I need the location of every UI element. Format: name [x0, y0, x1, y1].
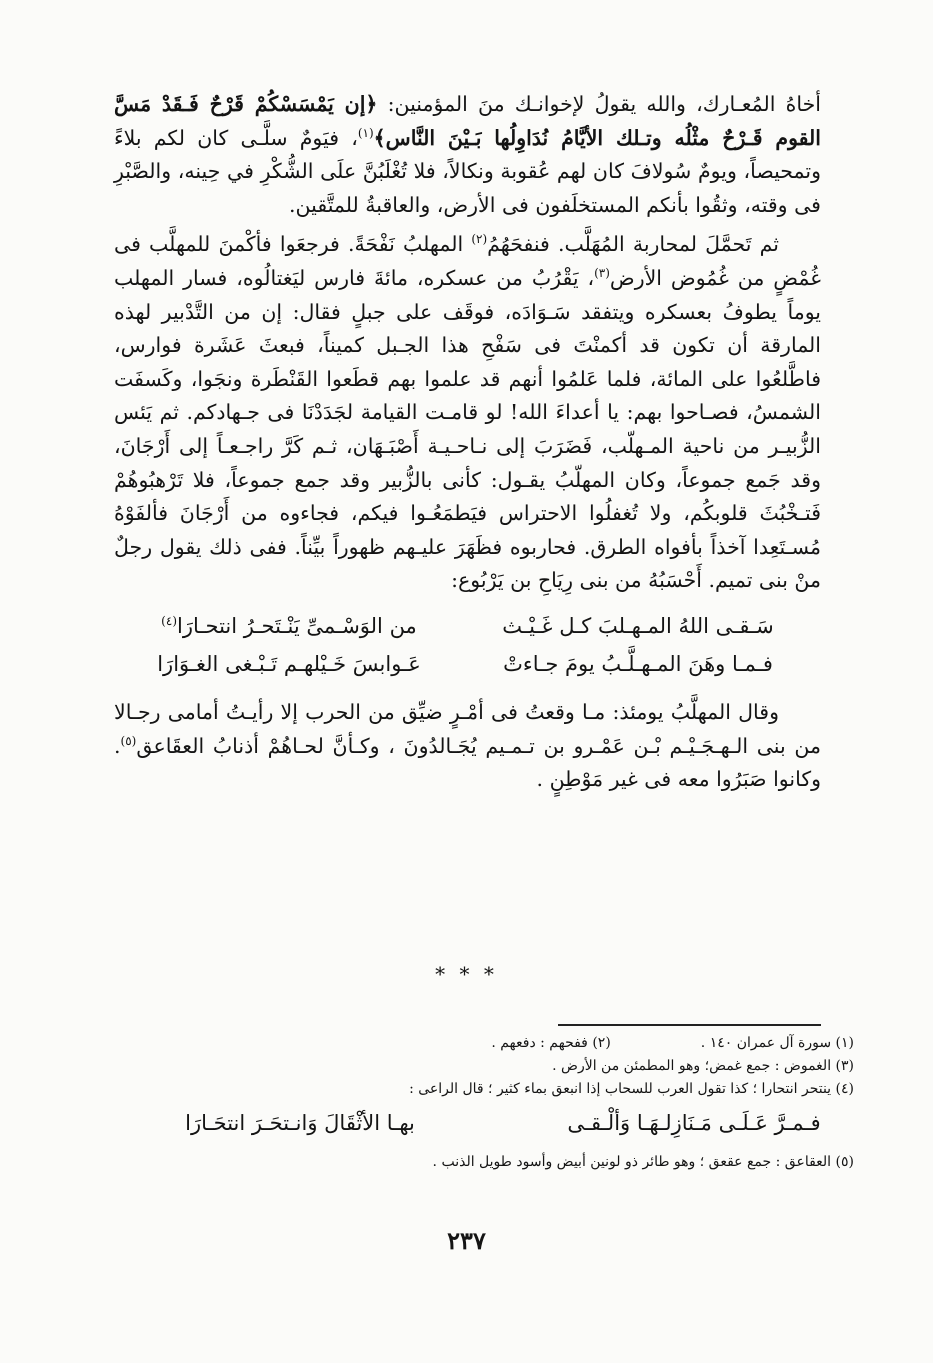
footnote-poem-left: بهـا الأثْقَالَ وَانـتحَـرَ انتحَـارَا [185, 1110, 415, 1135]
poem-verse-2 [114, 646, 821, 684]
footnote-row-1 [114, 1032, 854, 1055]
paragraph-2-text-b: المهلبُ نَفْحَةً. فرجعَوا فأكْمنَ للمهلَّب فى غُمْضٍ من غُمُوض الأرض [114, 232, 821, 290]
paragraph-2 [114, 228, 821, 598]
poem-hemistich-2-left: عَـوابسَ خَـيْلهـم تَـبْـغى الغـوَارَا [157, 652, 421, 677]
footnote-3: (٣) الغموض : جمع غمض؛ وهو المطمئن من الأرض . [552, 1058, 854, 1074]
paragraph-1 [114, 88, 821, 222]
poem-verse-1 [114, 608, 821, 646]
section-separator: * * * [435, 962, 498, 986]
quran-verse: ﴿إن يَمْسَسْكُمْ قَرْحٌ فَـقَدْ مَسَّ القوم قَـرْحٌ مثْلُه وتـلك الأيَّامُ نُدَاوِلُها بَـيْنَ النَّاس﴾ [114, 92, 821, 150]
footnote-ref-3: (٣) [594, 266, 610, 281]
footnote-ref-2: (٢) [471, 232, 488, 247]
poem-hemistich-1-left [114, 610, 454, 644]
poem-hemistich-1-left-text: من الوَسْـمىِّ يَنْـتَحـرُ انتحـارَا [177, 614, 417, 639]
footnote-4: (٤) ينتحر انتحارا ؛ كذا تقول العرب للسحاب إذا انبعق بماء كثير ؛ قال الراعى : [409, 1081, 854, 1097]
poem [114, 608, 821, 684]
footnote-ref-5: (٥) [120, 733, 137, 748]
footnote-4-poem [114, 1103, 854, 1143]
footnotes [114, 1032, 854, 1174]
footnote-2: (٢) ففحهم : دفعهم . [491, 1035, 611, 1051]
paragraph-1-text-a: أخاهُ المُعـارك، والله يقولُ لإخوانـك منَ المؤمنين: [377, 92, 821, 116]
footnote-poem-right: فـمـرَّ عَـلَـى مَـنَازِلـهَـا وَألْـقـى [567, 1110, 821, 1135]
paragraph-1-text-b: ، فيَومٌ سلَّـى كان لكم بلاءً وتمحيصاً، ويومٌ سُولافَ كان لهم عُقوبة ونكالاً، فلا تُغْلَبُنَّ علَى الشُّكْرِ في حِينه، والصَّبْرِ فى وقته، وثقُوا بأنكم المستخلَفون فى الأرض، والعاقبةُ للمتَّقين. [114, 125, 821, 217]
footnote-ref-1: (١) [357, 125, 374, 140]
poem-hemistich-1-right: سَـقـى اللهُ المـهـلبَ كـل غَـيْـث [502, 614, 774, 639]
footnote-1: (١) سورة آل عمران ١٤٠ . [700, 1035, 854, 1051]
paragraph-3-text-a: وقال المهلَّبُ يومئذ: مـا وقعتُ فى أمْـرٍ ضيِّق من الحرب إلا رأيـتُ أمامى رجـالا من بنى الـهـجَـيْـم بْـن عَمْـرو بن تـمـيم يُجَـالدُونَ ، وكـأنَّ لحـاهُمْ أذنابُ العقَاعق [114, 699, 821, 758]
footnote-5: (٥) العقاعق : جمع عقعق ؛ وهو طائر ذو لونين أبيض وأسود طويل الذنب . [432, 1154, 854, 1170]
main-text [114, 88, 821, 797]
paragraph-2-text-a: ثم تَحمَّلَ لمحاربة المُهَلَّب. فنفحَهُمُ [487, 232, 779, 257]
footnote-divider [558, 1024, 821, 1026]
paragraph-2-text-c: ، يَقْرُبُ من عسكره، مائةَ فارس ليَغتالُوه، فسار المهلب يوماً يطوفُ بعسكره ويتفقد سَـوَادَه، فوقَف على جبلٍ فقال: إن من التَّدْبير لهذه المارقة أن تكون قد أكمنْتَ فى سَفْحِ هذا الجـبل كميناً، فبعثَ عَشَرة فوارس، فاطَّلعُوا على المائة، فلما عَلمُوا أنهم قد علموا بهم قطَعوا القَنْطَرة ونجَوا، وكَسفَت الشمسُ، فصـاحوا بهم: يا أعداءَ الله! لو قامـت القيامة لجَدَدْنَا فى جـهادكم. ثم يَئس الزُّبيـر من ناحية المـهلّب، فَضَرَبَ إلى نـاحـيـة أَصْبَـهَان، ثـم كَرَّ راجـعـاً إلى أَرْجَانَ، وقد جَمع جموعاً، وكان المهلّبُ يقـول: كأنى بالزُّبير وقد جمع جموعاً، فلا تَرْهبُوهُمْ فَتـخْبُثَ قلوبكُم، ولا تُغفلُوا الاحتراس فيَطمَعُـوا فيكم، فجاءوه من أَرْجَانَ فألفَوْهُ مُسـتَعِدا آخذاً بأفواه الطرق. فحاربوه فظَهَرَ عليـهم ظهوراً بيِّناً. ففى ذلك يقول رجلٌ منْ بنى تميم. أَحْسَبُهُ من بنى رِيَاحِ بن يَرْبُوع: [114, 265, 821, 593]
paragraph-3-text-b: . وكانوا صَبَرُوا معه فى غير مَوْطِنٍ . [114, 733, 821, 792]
poem-hemistich-2-right: فـمـا وهَنَ المـهـلَّـبُ يومَ جـاءتْ [503, 652, 773, 677]
paragraph-3 [114, 696, 821, 797]
footnote-ref-4: (٤) [161, 614, 177, 629]
page-number: ٢٣٧ [447, 1226, 486, 1255]
